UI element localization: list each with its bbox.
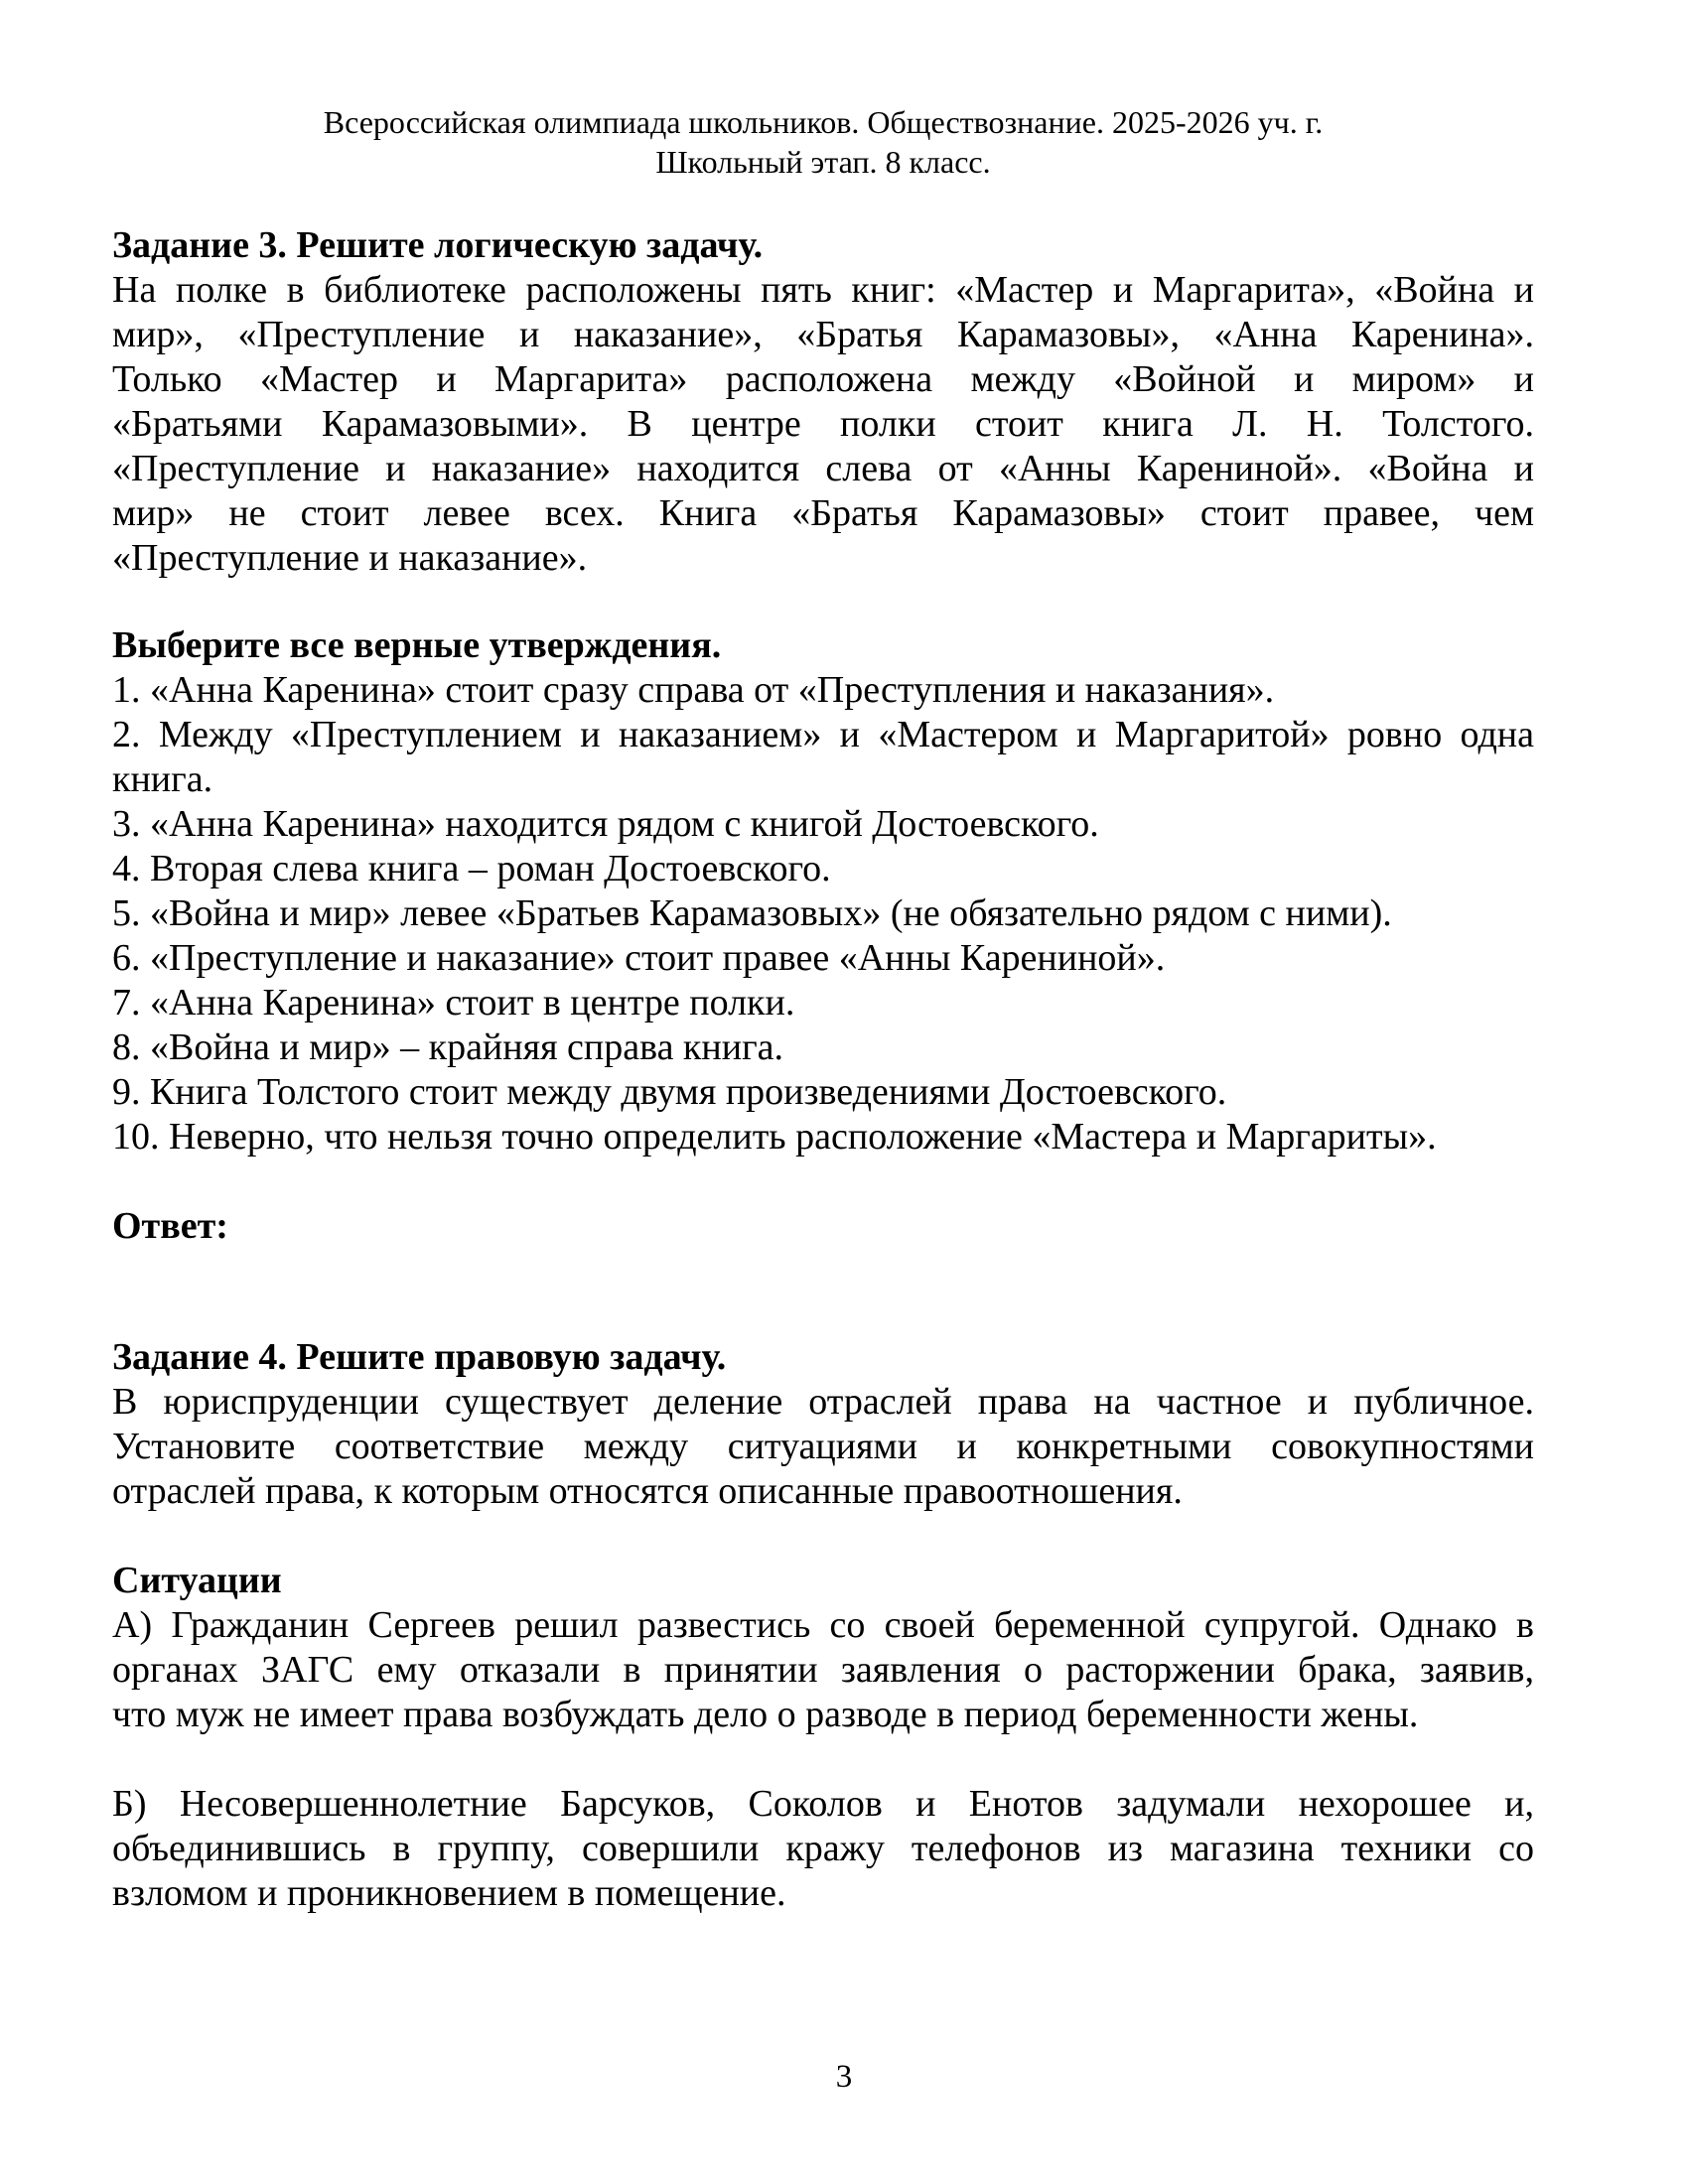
text-line: что муж не имеет права возбуждать дело о разводе в период беременности жены. <box>112 1694 1419 1735</box>
text-line: 6. «Преступление и наказание» стоит правее «Анны Карениной». <box>112 937 1166 979</box>
text-line: отраслей права, к которым относятся описанные правоотношения. <box>112 1470 1183 1512</box>
text-line: 10. Неверно, что нельзя точно определить расположение «Мастера и Маргариты». <box>112 1116 1437 1158</box>
statement-item-1 <box>112 668 1534 713</box>
page-footer <box>0 2055 1688 2100</box>
statement-item-7 <box>112 981 1534 1025</box>
task3-title: Задание 3. Решите логическую задачу. <box>112 224 764 266</box>
text-line: В юриспруденции существует деление отраслей права на частное и публичное. <box>112 1381 1534 1423</box>
text-line: 8. «Война и мир» – крайняя справа книга. <box>112 1026 784 1068</box>
text-line: Установите соответствие между ситуациями и конкретными совокупностями <box>112 1426 1534 1467</box>
task3-section <box>112 223 1534 1249</box>
statement-item-3 <box>112 802 1534 847</box>
text-line: 5. «Война и мир» левее «Братьев Карамазовых» (не обязательно рядом с ними). <box>112 892 1392 934</box>
text-line: На полке в библиотеке расположены пять книг: «Мастер и Маргарита», «Война и <box>112 269 1534 311</box>
text-line: 3. «Анна Каренина» находится рядом с книгой Достоевского. <box>112 803 1099 845</box>
statement-item-9 <box>112 1070 1534 1115</box>
header-line-1: Всероссийская олимпиада школьников. Обществознание. 2025-2026 уч. г. <box>323 104 1324 140</box>
text-line: 1. «Анна Каренина» стоит сразу справа от «Преступления и наказания». <box>112 669 1275 711</box>
statement-item-2 <box>112 713 1534 802</box>
text-line: «Преступление и наказание». <box>112 537 588 579</box>
task4-title: Задание 4. Решите правовую задачу. <box>112 1336 727 1378</box>
text-line: 9. Книга Толстого стоит между двумя произведениями Достоевского. <box>112 1071 1227 1113</box>
header-line-2: Школьный этап. 8 класс. <box>655 144 991 180</box>
situation-a <box>112 1603 1534 1737</box>
text-line: Б) Несовершеннолетние Барсуков, Соколов и Енотов задумали нехорошее и, <box>112 1783 1534 1825</box>
text-line: 4. Вторая слева книга – роман Достоевского. <box>112 848 831 889</box>
text-line: «Братьями Карамазовыми». В центре полки стоит книга Л. Н. Толстого. <box>112 403 1534 445</box>
text-line: книга. <box>112 758 213 800</box>
text-line: Только «Мастер и Маргарита» расположена между «Войной и миром» и <box>112 358 1534 400</box>
text-line: взломом и проникновением в помещение. <box>112 1872 786 1914</box>
page-number: 3 <box>835 2059 853 2095</box>
statements-list <box>112 668 1534 1160</box>
task4-section <box>112 1335 1534 1916</box>
statement-item-5 <box>112 891 1534 936</box>
text-line: 7. «Анна Каренина» стоит в центре полки. <box>112 982 795 1024</box>
statements-heading: Выберите все верные утверждения. <box>112 624 722 666</box>
task3-intro-paragraph <box>112 268 1534 581</box>
answer-label: Ответ: <box>112 1205 228 1247</box>
statement-item-8 <box>112 1025 1534 1070</box>
text-line: объединившись в группу, совершили кражу телефонов из магазина техники со <box>112 1828 1534 1869</box>
document-header <box>112 0 1534 182</box>
situation-b <box>112 1782 1534 1916</box>
text-line: «Преступление и наказание» находится слева от «Анны Карениной». «Война и <box>112 448 1534 489</box>
situations-heading: Ситуации <box>112 1560 282 1601</box>
text-line: 2. Между «Преступлением и наказанием» и «Мастером и Маргаритой» ровно одна <box>112 714 1534 755</box>
task4-intro-paragraph <box>112 1380 1534 1514</box>
statement-item-6 <box>112 936 1534 981</box>
text-line: мир», «Преступление и наказание», «Братья Карамазовы», «Анна Каренина». <box>112 314 1534 355</box>
statement-item-10 <box>112 1115 1534 1160</box>
text-line: А) Гражданин Сергеев решил развестись со своей беременной супругой. Однако в <box>112 1604 1534 1646</box>
text-line: органах ЗАГС ему отказали в принятии заявления о расторжении брака, заявив, <box>112 1649 1534 1691</box>
statement-item-4 <box>112 847 1534 891</box>
text-line: мир» не стоит левее всех. Книга «Братья Карамазовы» стоит правее, чем <box>112 492 1534 534</box>
